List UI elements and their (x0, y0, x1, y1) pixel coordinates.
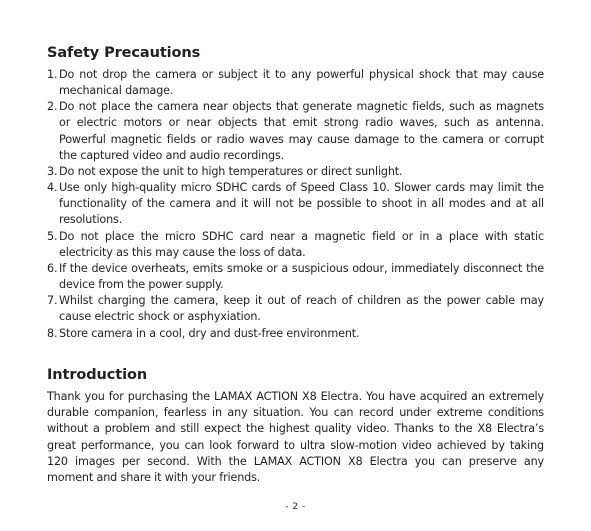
list-item-text: Store camera in a cool, dry and dust-free environment. (59, 326, 360, 340)
list-item (47, 293, 544, 325)
safety-precautions-heading: Safety Precautions (47, 45, 201, 61)
page-number: - 2 - (285, 502, 306, 512)
list-item (47, 99, 544, 164)
list-item-text: Do not place the micro SDHC card near a magnetic field or in a place with static electricity as this may cause the loss of data. (59, 229, 544, 259)
list-item-text: Do not drop the camera or subject it to any powerful physical shock that may cause mechanical damage. (59, 68, 544, 98)
list-item-number: 3. (47, 164, 58, 178)
list-item-number: 6. (47, 261, 58, 275)
safety-precautions-list (47, 67, 544, 342)
document-page (47, 0, 544, 531)
list-item-text: Do not expose the unit to high temperatures or direct sunlight. (59, 164, 403, 178)
list-item (47, 261, 544, 293)
list-item (47, 67, 544, 99)
list-item-number: 4. (47, 181, 58, 195)
list-item (47, 180, 544, 228)
list-item-number: 8. (47, 326, 58, 340)
list-item-number: 2. (47, 100, 58, 114)
list-item-text: Do not place the camera near objects that generate magnetic fields, such as magnets or electric motors or near objects that emit strong radio waves, such as antenna. Powerful magnetic fields or radio waves may cause damage to the camera or corrupt the captured video and audio recordings. (59, 100, 544, 162)
introduction-heading: Introduction (47, 367, 148, 383)
list-item-number: 1. (47, 68, 58, 81)
list-item-number: 5. (47, 229, 58, 243)
list-item-text: Whilst charging the camera, keep it out of reach of children as the power cable may cause electric shock or asphyxiation. (59, 294, 544, 324)
list-item-text: Use only high-quality micro SDHC cards of Speed Class 10. Slower cards may limit the functionality of the camera and it will not be possible to shoot in all modes and at all resolutions. (59, 181, 544, 227)
list-item (47, 164, 544, 180)
list-item (47, 326, 544, 342)
list-item (47, 229, 544, 261)
list-item-text: If the device overheats, emits smoke or a suspicious odour, immediately disconnect the device from the power supply. (59, 261, 544, 292)
introduction-paragraph: Thank you for purchasing the LAMAX ACTION X8 Electra. You have acquired an extremely durable companion, fearless in any situation. You can record under extreme conditions without a problem and still expect the highest quality video. Thanks to the X8 Electra’s great performance, you can look forward to ultra slow-motion video achieved by taking 120 images per second. With the LAMAX ACTION X8 Electra you can preserve any moment and share it with your friends. (47, 390, 544, 485)
list-item-number: 7. (47, 294, 58, 308)
